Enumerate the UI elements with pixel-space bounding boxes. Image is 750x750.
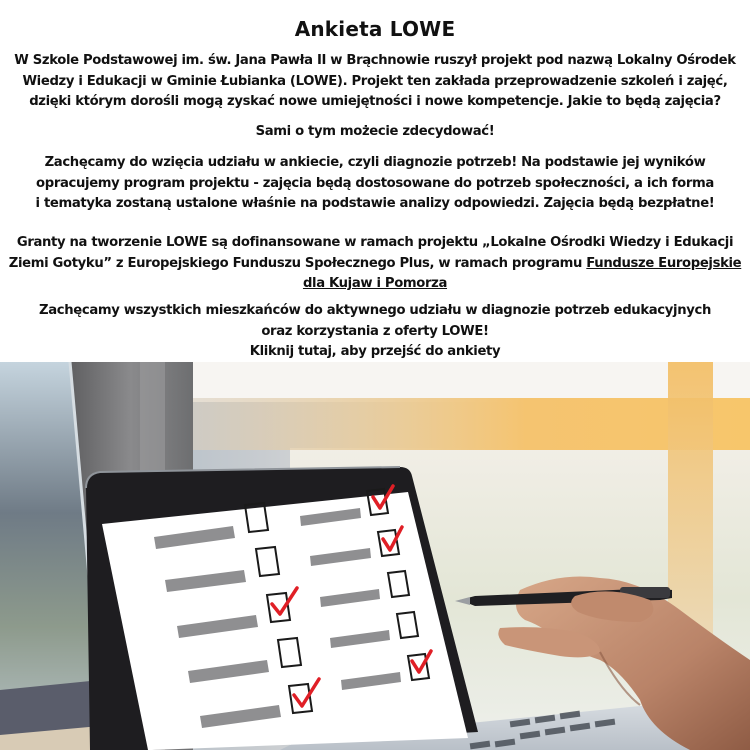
decide-text: Sami o tym możecie zdecydować! bbox=[255, 124, 495, 139]
invite-line: oraz korzystania z oferty LOWE! bbox=[261, 323, 489, 339]
funding-line bbox=[0, 254, 750, 275]
photo-illustration bbox=[0, 362, 750, 750]
program-link-continued[interactable]: dla Kujaw i Pomorza bbox=[302, 276, 448, 292]
survey-info-line: Zachęcamy do wzięcia udziału w ankiecie, czyli diagnozie potrzeb! Na podstawie jej wyników bbox=[44, 155, 706, 170]
intro-paragraph bbox=[0, 51, 750, 113]
survey-info-line: i tematyka zostaną ustalone właśnie na podstawie analizy odpowiedzi. Zajęcia będą bezpłatne! bbox=[35, 196, 715, 212]
survey-info-line: opracujemy program projektu - zajęcia będą dostosowane do potrzeb społeczności, a ich forma bbox=[36, 175, 714, 191]
intro-line: Wiedzy i Edukacji w Gminie Łubianka (LOWE). Projekt ten zakłada przeprowadzenie szkoleń i zajęć, bbox=[22, 73, 728, 89]
survey-link[interactable]: Kliknij tutaj, aby przejść do ankiety bbox=[249, 344, 501, 360]
funding-line: Granty na tworzenie LOWE są dofinansowane w ramach projektu „Lokalne Ośrodki Wiedzy i Edukacji bbox=[16, 235, 734, 250]
laptop-checklist-photo bbox=[0, 362, 750, 750]
program-link[interactable]: Fundusze Europejskie bbox=[586, 255, 742, 271]
intro-line: W Szkole Podstawowej im. św. Jana Pawła II w Brąchnowie ruszył projekt pod nazwą Lokalny Ośrodek bbox=[14, 53, 736, 68]
funding-line bbox=[0, 274, 750, 295]
survey-info-paragraph bbox=[0, 153, 750, 215]
funding-paragraph bbox=[0, 233, 750, 295]
intro-line: dzięki którym dorośli mogą zyskać nowe umiejętności i nowe kompetencje. Jakie to będą zajęcia? bbox=[29, 94, 721, 110]
invite-paragraph bbox=[0, 301, 750, 363]
page-title: Ankieta LOWE bbox=[294, 17, 456, 41]
funding-line-text: Ziemi Gotyku” z Europejskiego Funduszu Społecznego Plus, w ramach programu bbox=[8, 255, 587, 271]
invite-line: Zachęcamy wszystkich mieszkańców do aktywnego udziału w diagnozie potrzeb edukacyjnych bbox=[39, 303, 711, 318]
